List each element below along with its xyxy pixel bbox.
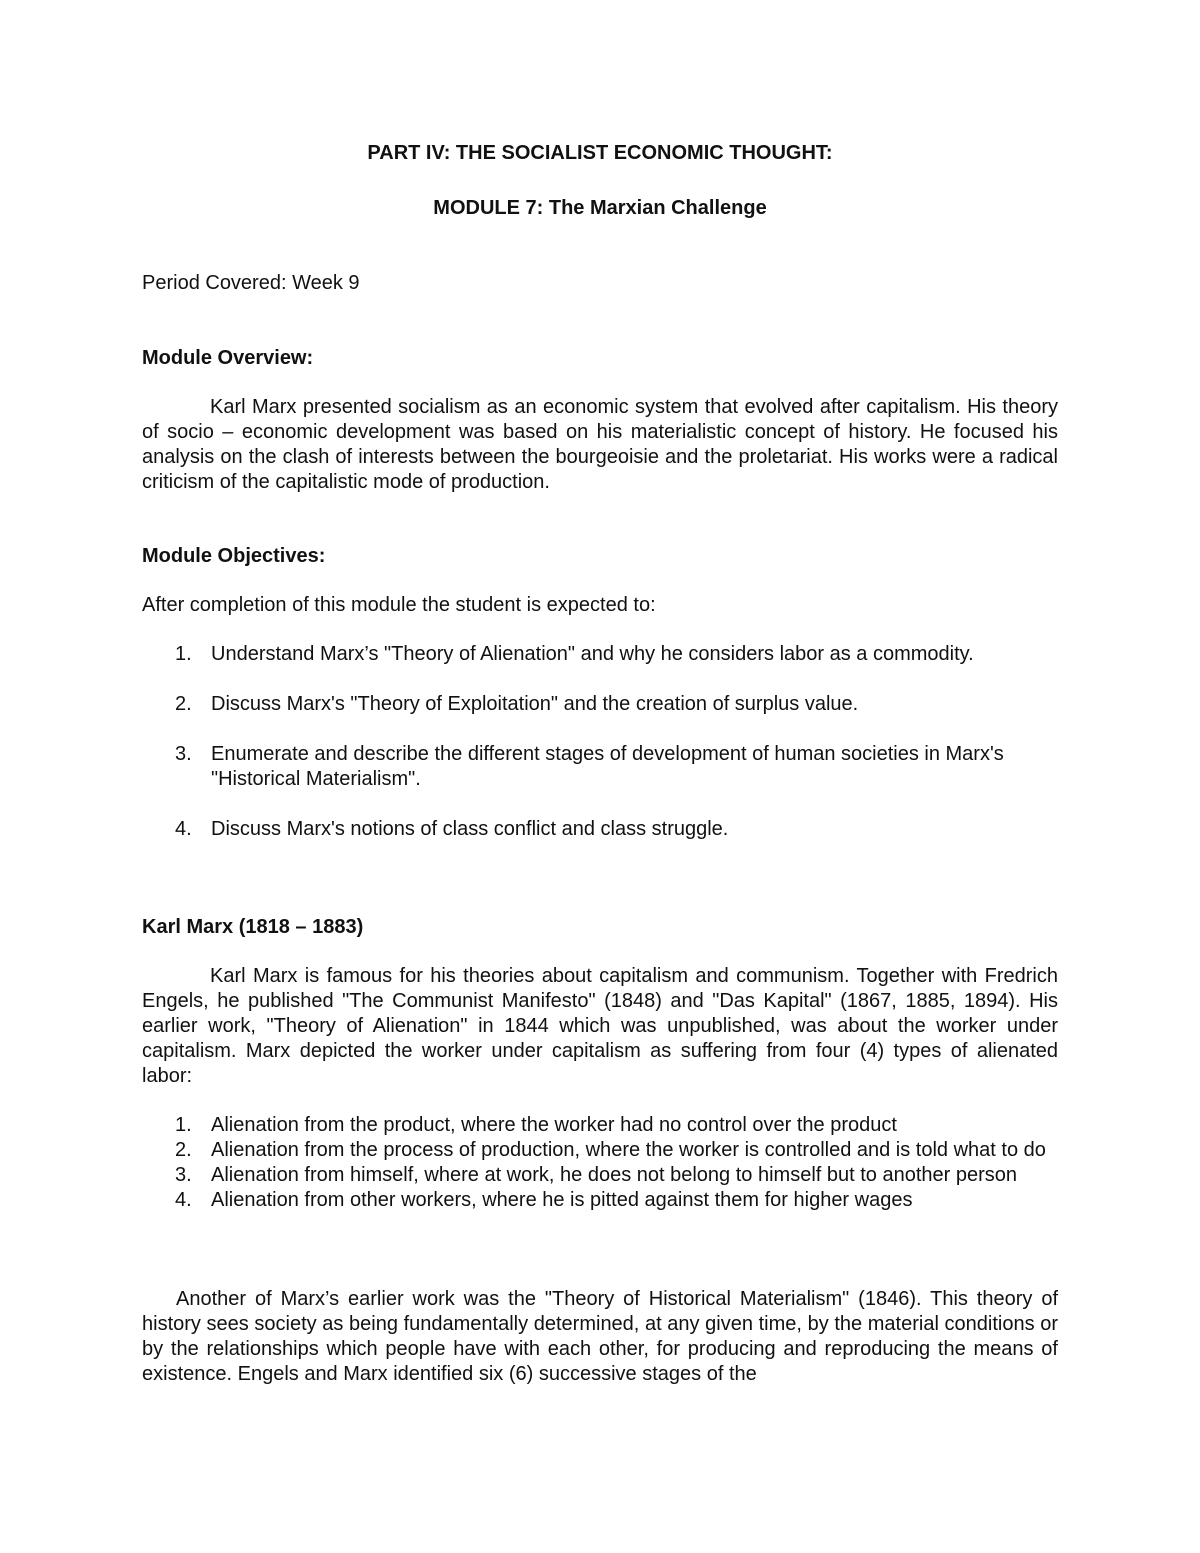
list-number: 4. — [175, 818, 192, 840]
list-item — [142, 1163, 1058, 1188]
list-item — [142, 1113, 1058, 1138]
list-text: Alienation from other workers, where he is pitted against them for higher wages — [211, 1189, 913, 1211]
marx-heading: Karl Marx (1818 – 1883) — [142, 916, 364, 938]
objectives-list — [142, 642, 1058, 867]
list-number: 3. — [175, 743, 192, 765]
alienation-list — [142, 1113, 1058, 1213]
list-text: Discuss Marx's notions of class conflict and class struggle. — [211, 818, 729, 840]
list-text: Enumerate and describe the different stages of development of human societies in Marx's "Historical Materialism". — [211, 743, 1004, 790]
list-number: 4. — [175, 1189, 192, 1211]
overview-heading: Module Overview: — [142, 347, 314, 369]
list-text: Understand Marx’s "Theory of Alienation" and why he considers labor as a commodity. — [211, 643, 974, 665]
list-number: 1. — [175, 643, 192, 665]
list-text: Discuss Marx's "Theory of Exploitation" and the creation of surplus value. — [211, 693, 859, 715]
list-item — [142, 742, 1058, 792]
list-item — [142, 1138, 1058, 1163]
list-item — [142, 692, 1058, 717]
list-number: 2. — [175, 1139, 192, 1161]
marx-paragraph-2: Another of Marx’s earlier work was the "Theory of Historical Materialism" (1846). This theory of history sees society as being fundamentally determined, at any given time, by the material conditions or by the relationships which people have with each other, for producing and reproducing the means of existence. Engels and Marx identified six (6) successive stages of the — [142, 1288, 1058, 1385]
list-item — [142, 1188, 1058, 1213]
list-text: Alienation from the product, where the worker had no control over the product — [211, 1114, 897, 1136]
objectives-intro: After completion of this module the student is expected to: — [142, 594, 656, 616]
marx-paragraph-1: Karl Marx is famous for his theories about capitalism and communism. Together with Fredrich Engels, he published "The Communist Manifesto" (1848) and "Das Kapital" (1867, 1885, 1894). His earlier work, "Theory of Alienation" in 1844 which was unpublished, was about the worker under capitalism. Marx depicted the worker under capitalism as suffering from four (4) types of alienated labor: — [142, 965, 1058, 1087]
list-item — [142, 817, 1058, 842]
list-text: Alienation from the process of production, where the worker is controlled and is told what to do — [211, 1139, 1046, 1161]
objectives-heading: Module Objectives: — [142, 545, 326, 567]
period-covered: Period Covered: Week 9 — [142, 272, 360, 294]
part-title: PART IV: THE SOCIALIST ECONOMIC THOUGHT: — [367, 142, 833, 164]
list-number: 3. — [175, 1164, 192, 1186]
overview-paragraph: Karl Marx presented socialism as an economic system that evolved after capitalism. His theory of socio – economic development was based on his materialistic concept of history. He focused his analysis on the clash of interests between the bourgeoisie and the proletariat. His works were a radical criticism of the capitalistic mode of production. — [142, 396, 1058, 493]
list-text: Alienation from himself, where at work, he does not belong to himself but to another person — [211, 1164, 1018, 1186]
list-number: 1. — [175, 1114, 192, 1136]
module-title: MODULE 7: The Marxian Challenge — [433, 197, 767, 219]
list-number: 2. — [175, 693, 192, 715]
list-item — [142, 642, 1058, 667]
